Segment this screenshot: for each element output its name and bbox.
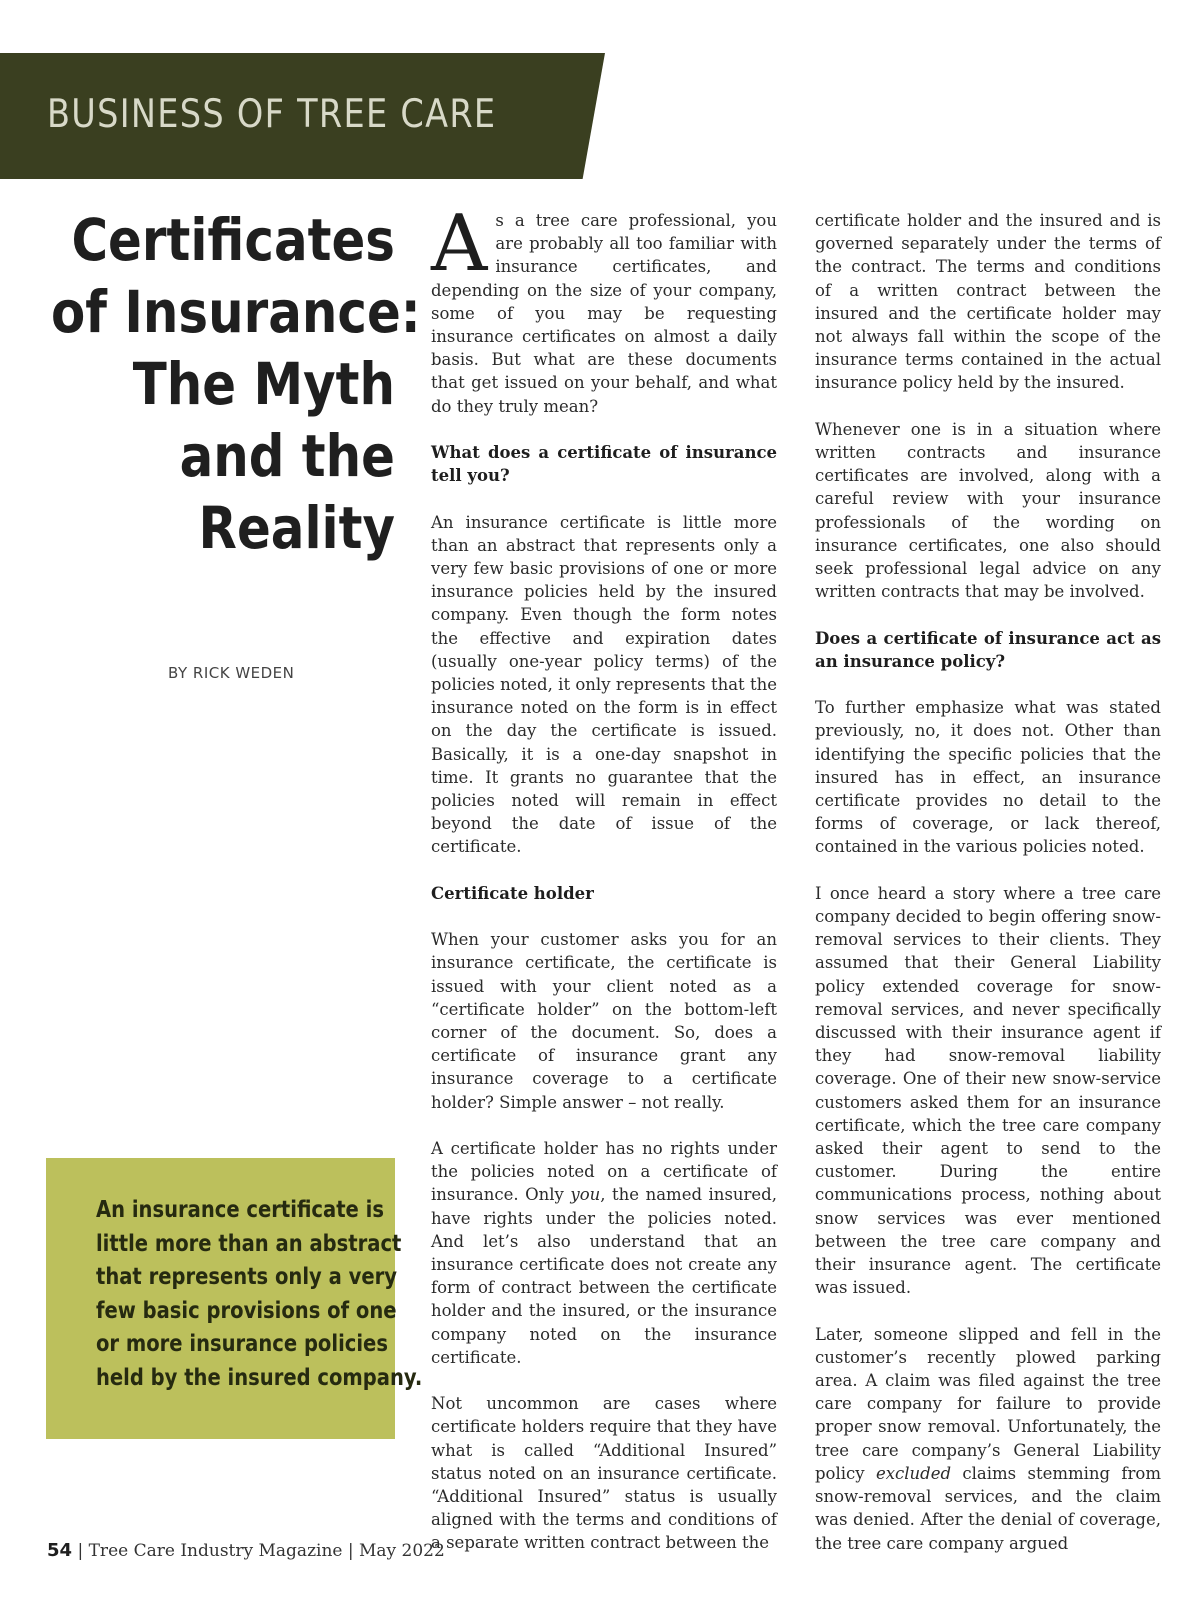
body-paragraph: Whenever one is in a situation where written contracts and insurance certificates are involved, along with a careful review with your insurance professionals of the wording on insurance certificates, one also should seek professional legal advice on any written contracts that may be involved.: [815, 419, 1161, 602]
body-text: claims stemming from snow-removal services, and the claim was denied. After the denial of coverage, the tree care company argued: [815, 1463, 1161, 1553]
emphasis-text: excluded: [875, 1463, 952, 1483]
drop-cap: A: [431, 199, 488, 289]
body-text: , the named insured, have rights under the policies noted. And let’s also understand that an insurance certificate does not create any form of contract between the certificate holder and the insured, or the insurance company noted on the insurance certificate.: [431, 1185, 777, 1367]
body-paragraph: certificate holder and the insured and is governed separately under the terms of the contract. The terms and conditions of a written contract between the insured and the certificate holder may not always fall within the scope of the insurance terms contained in the actual insurance policy held by the insured.: [815, 211, 1161, 393]
article-headline: [0, 204, 421, 564]
pull-quote-line: little more than an abstract: [95, 1230, 402, 1257]
headline-line: and the: [179, 422, 395, 490]
article-column-2: [815, 209, 1161, 1578]
pull-quote-line: or more insurance policies: [95, 1331, 388, 1357]
body-paragraph: When your customer asks you for an insurance certificate, the certificate is issued with your client noted as a “certificate holder” on the bottom-left corner of the document. So, does a certificate of insurance grant any insurance coverage to a certificate holder? Simple answer – not really.: [431, 930, 777, 1112]
pull-quote-line: that represents only a very: [95, 1264, 397, 1290]
section-heading: Does a certificate of insurance act as an insurance policy?: [815, 628, 1161, 671]
section-heading: Certificate holder: [431, 883, 594, 903]
page-footer: [47, 1540, 445, 1561]
body-paragraph: To further emphasize what was stated previously, no, it does not. Other than identifying the specific policies that the insured has in effect, an insurance certificate provides no detail to the forms of coverage, or lack thereof, contained in the various policies noted.: [815, 698, 1161, 857]
headline-line: Certificates: [71, 206, 395, 274]
body-paragraph: [431, 1137, 777, 1369]
headline-line: The Myth: [132, 350, 395, 418]
section-heading: What does a certificate of insurance tell you?: [431, 443, 777, 486]
pull-quote-line: An insurance certificate is: [95, 1197, 384, 1223]
page-number: 54: [47, 1540, 73, 1561]
body-text: A certificate holder has no rights under the policies noted on a certificate of insurance. Only: [431, 1139, 777, 1205]
pull-quote-line: held by the insured company.: [95, 1364, 423, 1391]
byline: BY RICK WEDEN: [168, 664, 295, 682]
body-paragraph: An insurance certificate is little more than an abstract that represents only a very few basic provisions of one or more insurance policies held by the insured company. Even though the form notes the effective and expiration dates (usually one-year policy terms) of the policies noted, it only represents that the insurance noted on the form is in effect on the day the certificate is issued. Basically, it is a one-day snapshot in time. It grants no guarantee that the policies noted will remain in effect beyond the date of issue of the certificate.: [431, 512, 777, 857]
body-paragraph: [815, 1323, 1161, 1555]
body-paragraph: Not uncommon are cases where certificate holders require that they have what is called “Additional Insured” status noted on an insurance certificate. “Additional Insured” status is usually aligned with the terms and conditions of a separate written contract between the: [431, 1394, 777, 1553]
headline-line: Reality: [198, 494, 395, 562]
section-banner-title: BUSINESS OF TREE CARE: [47, 92, 497, 137]
footer-text: | Tree Care Industry Magazine | May 2022: [72, 1541, 445, 1561]
pull-quote: [46, 1158, 423, 1439]
emphasis-text: you: [570, 1185, 601, 1205]
article-column-1: [431, 199, 777, 1578]
headline-line: of Insurance:: [51, 278, 421, 346]
intro-paragraph: [431, 199, 777, 418]
intro-text: s a tree care professional, you are probably all too familiar with insurance certificates, and depending on the size of your company, some of you may be requesting insurance certificates on almost a daily basis. But what are these documents that get issued on your behalf, and what do they truly mean?: [431, 211, 777, 416]
body-text: Later, someone slipped and fell in the customer’s recently plowed parking area. A claim was filed against the tree care company for failure to provide proper snow removal. Unfortunately, the tree care company’s General Liability policy: [815, 1324, 1161, 1483]
pull-quote-line: few basic provisions of one: [95, 1297, 397, 1324]
body-paragraph: I once heard a story where a tree care company decided to begin offering snow-removal services to their clients. They assumed that their General Liability policy extended coverage for snow-removal services, and never specifically discussed with their insurance agent if they had snow-removal liability coverage. One of their new snow-service customers asked them for an insurance certificate, which the tree care company asked their agent to send to the customer. During the entire communications process, nothing about snow services was ever mentioned between the tree care company and their insurance agent. The certificate was issued.: [815, 883, 1161, 1298]
